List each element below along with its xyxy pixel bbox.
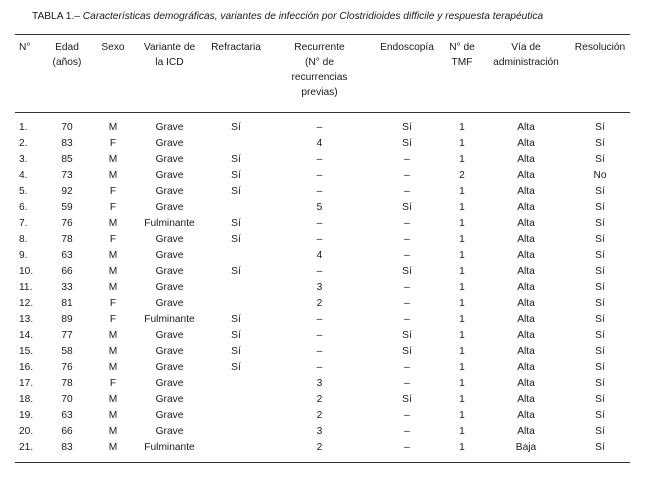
cell-col-variant: Grave [155, 186, 184, 197]
cell-col-variant: Grave [155, 250, 184, 261]
cell-col-number: 15. [19, 346, 34, 357]
table-row [15, 168, 630, 184]
cell-col-sex: F [109, 298, 117, 309]
cell-col-route: Alta [517, 394, 535, 405]
cell-col-variant: Grave [155, 330, 184, 341]
cell-col-route: Alta [517, 314, 535, 325]
cell-col-refractory [205, 440, 267, 456]
table-row [15, 136, 630, 152]
cell-col-fmt-count: 1 [459, 218, 465, 229]
cell-col-number: 1. [19, 122, 28, 133]
cell-col-sex: M [108, 282, 118, 293]
cell-col-number: 7. [19, 218, 28, 229]
cell-col-number: 14. [19, 330, 34, 341]
cell-col-refractory: Sí [231, 122, 241, 133]
header-line: recurrencias [291, 72, 348, 83]
cell-col-endoscopy: – [404, 314, 410, 325]
cell-col-variant: Grave [155, 138, 184, 149]
cell-col-route: Alta [517, 346, 535, 357]
cell-col-route: Alta [517, 410, 535, 421]
header-line: previas) [301, 87, 338, 98]
cell-col-sex: M [108, 330, 118, 341]
header-col-resolution [570, 40, 630, 100]
cell-col-refractory: Sí [231, 154, 241, 165]
table-caption-text: Características demográficas, variantes de infección por Clostridioides difficile y respuesta terapéutica [82, 11, 544, 22]
cell-col-endoscopy: Sí [402, 346, 412, 357]
cell-col-endoscopy: – [404, 186, 410, 197]
cell-col-variant: Fulminante [144, 218, 195, 229]
cell-col-refractory [205, 296, 267, 312]
cell-col-resolution: Sí [595, 218, 605, 229]
cell-col-resolution: Sí [595, 234, 605, 245]
cell-col-endoscopy: Sí [402, 122, 412, 133]
cell-col-recurrent: – [316, 234, 323, 245]
cell-col-number: 5. [19, 186, 28, 197]
table-caption-label: TABLA 1.– [32, 11, 80, 22]
cell-col-variant: Grave [155, 154, 184, 165]
cell-col-age: 77 [61, 330, 73, 341]
cell-col-age: 83 [61, 442, 73, 453]
cell-col-refractory [205, 248, 267, 264]
cell-col-endoscopy: – [404, 170, 410, 181]
table-caption [32, 11, 543, 22]
cell-col-fmt-count: 1 [459, 154, 465, 165]
cell-col-age: 89 [61, 314, 73, 325]
cell-col-endoscopy: – [404, 282, 410, 293]
cell-col-number: 8. [19, 234, 28, 245]
table-row [15, 216, 630, 232]
cell-col-resolution: Sí [595, 314, 605, 325]
cell-col-fmt-count: 1 [459, 314, 465, 325]
cell-col-number: 12. [19, 298, 34, 309]
table-row [15, 280, 630, 296]
cell-col-refractory [205, 280, 267, 296]
cell-col-sex: F [109, 202, 117, 213]
table-bottom-rule [15, 462, 630, 463]
cell-col-refractory [205, 136, 267, 152]
cell-col-recurrent: 3 [316, 282, 323, 293]
cell-col-endoscopy: – [404, 378, 410, 389]
cell-col-route: Alta [517, 330, 535, 341]
cell-col-recurrent: 3 [316, 378, 323, 389]
cell-col-sex: F [109, 138, 117, 149]
cell-col-number: 2. [19, 138, 28, 149]
cell-col-route: Alta [517, 250, 535, 261]
cell-col-fmt-count: 1 [459, 378, 465, 389]
cell-col-variant: Grave [155, 394, 184, 405]
header-col-endoscopy [372, 40, 442, 100]
cell-col-fmt-count: 1 [459, 202, 465, 213]
cell-col-route: Alta [517, 186, 535, 197]
cell-col-recurrent: 2 [316, 410, 323, 421]
header-line: Vía de [511, 42, 541, 53]
cell-col-endoscopy: – [404, 250, 410, 261]
cell-col-resolution: Sí [595, 186, 605, 197]
cell-col-number: 3. [19, 154, 28, 165]
cell-col-endoscopy: Sí [402, 266, 412, 277]
table-row [15, 392, 630, 408]
cell-col-variant: Fulminante [144, 314, 195, 325]
cell-col-variant: Grave [155, 410, 184, 421]
header-line: Sexo [101, 42, 125, 53]
header-line: la ICD [155, 57, 184, 68]
cell-col-endoscopy: Sí [402, 394, 412, 405]
table-row [15, 408, 630, 424]
cell-col-route: Alta [517, 282, 535, 293]
cell-col-age: 73 [61, 170, 73, 181]
cell-col-route: Alta [517, 170, 535, 181]
table-row [15, 184, 630, 200]
header-col-refractory [205, 40, 267, 100]
cell-col-resolution: Sí [595, 346, 605, 357]
table-row [15, 376, 630, 392]
cell-col-variant: Grave [155, 122, 184, 133]
cell-col-sex: M [108, 266, 118, 277]
cell-col-endoscopy: – [404, 410, 410, 421]
cell-col-resolution: Sí [595, 426, 605, 437]
cell-col-endoscopy: – [404, 426, 410, 437]
cell-col-refractory [205, 424, 267, 440]
cell-col-sex: M [108, 426, 118, 437]
cell-col-number: 21. [19, 442, 34, 453]
cell-col-refractory: Sí [231, 186, 241, 197]
cell-col-age: 58 [61, 346, 73, 357]
header-line: N° [19, 42, 31, 53]
table-row [15, 440, 630, 456]
cell-col-number: 17. [19, 378, 34, 389]
cell-col-route: Alta [517, 154, 535, 165]
table-row [15, 232, 630, 248]
header-line: (N° de [305, 57, 334, 68]
table-row [15, 344, 630, 360]
cell-col-sex: M [108, 218, 118, 229]
cell-col-route: Alta [517, 122, 535, 133]
cell-col-resolution: Sí [595, 410, 605, 421]
cell-col-age: 83 [61, 138, 73, 149]
cell-col-fmt-count: 1 [459, 362, 465, 373]
cell-col-number: 6. [19, 202, 28, 213]
table-row [15, 120, 630, 136]
table-top-rule [15, 34, 630, 35]
cell-col-refractory: Sí [231, 170, 241, 181]
cell-col-resolution: Sí [595, 138, 605, 149]
table-row [15, 328, 630, 344]
header-col-number [15, 40, 42, 100]
cell-col-variant: Grave [155, 282, 184, 293]
cell-col-resolution: Sí [595, 330, 605, 341]
cell-col-endoscopy: Sí [402, 138, 412, 149]
cell-col-variant: Grave [155, 202, 184, 213]
cell-col-refractory: Sí [231, 362, 241, 373]
cell-col-endoscopy: – [404, 234, 410, 245]
cell-col-recurrent: – [316, 186, 323, 197]
cell-col-number: 4. [19, 170, 28, 181]
cell-col-age: 76 [61, 218, 73, 229]
table-row [15, 200, 630, 216]
cell-col-resolution: Sí [595, 154, 605, 165]
cell-col-refractory: Sí [231, 266, 241, 277]
cell-col-endoscopy: – [404, 218, 410, 229]
cell-col-route: Alta [517, 426, 535, 437]
cell-col-route: Alta [517, 202, 535, 213]
cell-col-number: 13. [19, 314, 34, 325]
header-col-sex [92, 40, 134, 100]
cell-col-fmt-count: 1 [459, 234, 465, 245]
cell-col-sex: F [109, 234, 117, 245]
cell-col-fmt-count: 1 [459, 266, 465, 277]
cell-col-route: Alta [517, 362, 535, 373]
cell-col-endoscopy: – [404, 442, 410, 453]
cell-col-refractory: Sí [231, 346, 241, 357]
table-row [15, 360, 630, 376]
cell-col-recurrent: 4 [316, 138, 323, 149]
cell-col-number: 19. [19, 410, 34, 421]
cell-col-age: 70 [61, 394, 73, 405]
header-line: Endoscopía [380, 42, 434, 53]
cell-col-sex: F [109, 186, 117, 197]
header-line: TMF [451, 57, 473, 68]
header-col-fmt-count [442, 40, 482, 100]
cell-col-resolution: Sí [595, 122, 605, 133]
table-row [15, 152, 630, 168]
cell-col-variant: Grave [155, 346, 184, 357]
header-row [15, 40, 630, 100]
cell-col-sex: M [108, 154, 118, 165]
cell-col-recurrent: 4 [316, 250, 323, 261]
cell-col-route: Alta [517, 234, 535, 245]
header-line: Edad [55, 42, 79, 53]
cell-col-recurrent: – [316, 170, 323, 181]
header-col-variant [134, 40, 205, 100]
cell-col-sex: M [108, 410, 118, 421]
cell-col-recurrent: – [316, 154, 323, 165]
cell-col-variant: Grave [155, 298, 184, 309]
cell-col-fmt-count: 1 [459, 250, 465, 261]
cell-col-resolution: No [593, 170, 607, 181]
cell-col-route: Baja [515, 442, 537, 453]
cell-col-resolution: Sí [595, 442, 605, 453]
cell-col-resolution: Sí [595, 282, 605, 293]
cell-col-sex: M [108, 122, 118, 133]
cell-col-number: 20. [19, 426, 34, 437]
cell-col-recurrent: – [316, 218, 323, 229]
cell-col-age: 63 [61, 250, 73, 261]
cell-col-age: 92 [61, 186, 73, 197]
cell-col-fmt-count: 1 [459, 186, 465, 197]
cell-col-resolution: Sí [595, 202, 605, 213]
cell-col-variant: Grave [155, 170, 184, 181]
table-row [15, 312, 630, 328]
cell-col-sex: M [108, 250, 118, 261]
table-row [15, 264, 630, 280]
cell-col-refractory [205, 408, 267, 424]
cell-col-endoscopy: – [404, 154, 410, 165]
cell-col-fmt-count: 1 [459, 346, 465, 357]
cell-col-fmt-count: 1 [459, 138, 465, 149]
cell-col-recurrent: – [316, 346, 323, 357]
cell-col-sex: F [109, 314, 117, 325]
cell-col-number: 10. [19, 266, 34, 277]
cell-col-refractory [205, 200, 267, 216]
cell-col-sex: M [108, 346, 118, 357]
table-header-rule [15, 112, 630, 113]
cell-col-age: 70 [61, 122, 73, 133]
cell-col-refractory [205, 392, 267, 408]
header-line: Resolución [574, 42, 626, 53]
cell-col-age: 66 [61, 266, 73, 277]
cell-col-number: 16. [19, 362, 34, 373]
cell-col-age: 59 [61, 202, 73, 213]
cell-col-endoscopy: – [404, 362, 410, 373]
cell-col-route: Alta [517, 218, 535, 229]
header-col-recurrent [267, 40, 372, 100]
cell-col-fmt-count: 1 [459, 442, 465, 453]
cell-col-variant: Grave [155, 362, 184, 373]
cell-col-fmt-count: 1 [459, 282, 465, 293]
header-line: (años) [52, 57, 82, 68]
cell-col-fmt-count: 1 [459, 330, 465, 341]
cell-col-variant: Grave [155, 266, 184, 277]
cell-col-recurrent: – [316, 266, 323, 277]
cell-col-refractory: Sí [231, 234, 241, 245]
cell-col-recurrent: – [316, 330, 323, 341]
cell-col-resolution: Sí [595, 378, 605, 389]
cell-col-route: Alta [517, 378, 535, 389]
cell-col-number: 9. [19, 250, 28, 261]
cell-col-sex: M [108, 442, 118, 453]
cell-col-recurrent: 2 [316, 442, 323, 453]
cell-col-sex: F [109, 378, 117, 389]
cell-col-fmt-count: 1 [459, 122, 465, 133]
cell-col-fmt-count: 1 [459, 410, 465, 421]
cell-col-age: 66 [61, 426, 73, 437]
cell-col-fmt-count: 2 [459, 170, 465, 181]
table-rows [15, 120, 630, 456]
cell-col-sex: M [108, 362, 118, 373]
cell-col-recurrent: 3 [316, 426, 323, 437]
table-header [15, 40, 630, 100]
cell-col-route: Alta [517, 138, 535, 149]
cell-col-variant: Grave [155, 426, 184, 437]
header-line: administración [493, 57, 559, 68]
header-col-age [42, 40, 92, 100]
table-row [15, 248, 630, 264]
header-line: N° de [449, 42, 475, 53]
cell-col-resolution: Sí [595, 362, 605, 373]
cell-col-age: 78 [61, 378, 73, 389]
cell-col-number: 11. [19, 282, 33, 293]
cell-col-refractory: Sí [231, 218, 241, 229]
cell-col-variant: Grave [155, 234, 184, 245]
cell-col-recurrent: – [316, 362, 323, 373]
cell-col-age: 85 [61, 154, 73, 165]
cell-col-age: 63 [61, 410, 73, 421]
cell-col-resolution: Sí [595, 298, 605, 309]
cell-col-age: 33 [61, 282, 73, 293]
cell-col-recurrent: 2 [316, 298, 323, 309]
cell-col-recurrent: 2 [316, 394, 323, 405]
table-row [15, 296, 630, 312]
table-row [15, 424, 630, 440]
cell-col-refractory: Sí [231, 314, 241, 325]
cell-col-fmt-count: 1 [459, 426, 465, 437]
cell-col-resolution: Sí [595, 266, 605, 277]
cell-col-age: 76 [61, 362, 73, 373]
cell-col-route: Alta [517, 266, 535, 277]
cell-col-recurrent: 5 [316, 202, 323, 213]
cell-col-fmt-count: 1 [459, 394, 465, 405]
cell-col-recurrent: – [316, 122, 323, 133]
cell-col-refractory: Sí [231, 330, 241, 341]
header-col-route [482, 40, 570, 100]
cell-col-endoscopy: Sí [402, 202, 412, 213]
cell-col-sex: M [108, 394, 118, 405]
cell-col-refractory [205, 376, 267, 392]
cell-col-variant: Fulminante [144, 442, 195, 453]
cell-col-sex: M [108, 170, 118, 181]
cell-col-fmt-count: 1 [459, 298, 465, 309]
table-body [15, 120, 630, 456]
header-line: Variante de [143, 42, 196, 53]
cell-col-resolution: Sí [595, 394, 605, 405]
header-line: Recurrente [294, 42, 345, 53]
cell-col-endoscopy: – [404, 298, 410, 309]
header-line: Refractaria [211, 42, 261, 53]
cell-col-route: Alta [517, 298, 535, 309]
cell-col-recurrent: – [316, 314, 323, 325]
cell-col-number: 18. [19, 394, 34, 405]
cell-col-age: 78 [61, 234, 73, 245]
cell-col-variant: Grave [155, 378, 184, 389]
cell-col-age: 81 [61, 298, 73, 309]
cell-col-endoscopy: Sí [402, 330, 412, 341]
cell-col-resolution: Sí [595, 250, 605, 261]
